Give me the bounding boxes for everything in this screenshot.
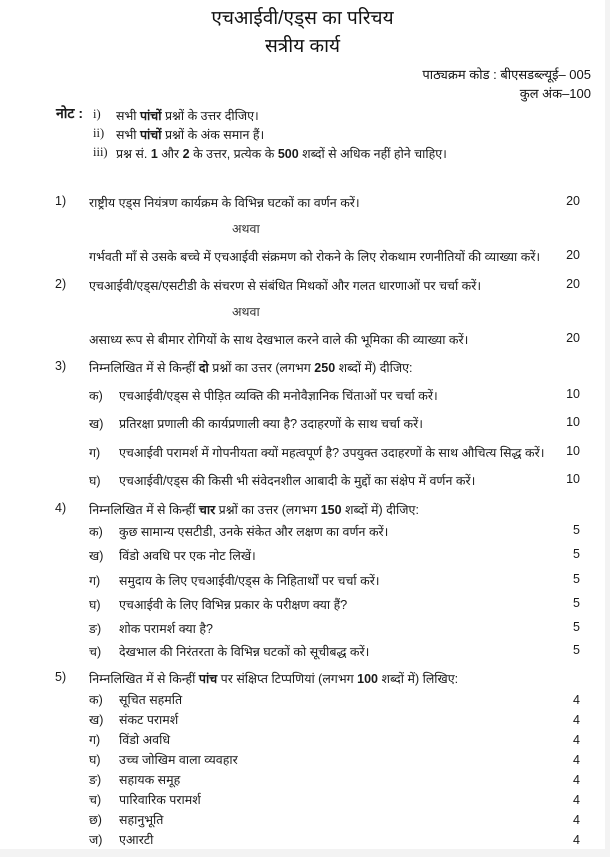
- sub-question-text: संकट परामर्श: [119, 713, 179, 727]
- sub-question-marks: 5: [573, 523, 580, 537]
- sub-question-text: विंडो अवधि पर एक नोट लिखें।: [119, 549, 256, 563]
- sub-question-text: शोक परामर्श क्या है?: [119, 622, 213, 636]
- sub-question-marks: 4: [573, 813, 580, 827]
- sub-question-label: घ): [89, 474, 101, 488]
- question-number: 2): [55, 277, 67, 291]
- question-text: निम्नलिखित में से किन्हीं दो प्रश्नों का उत्तर (लगभग 250 शब्दों में) दीजिए:: [89, 361, 413, 375]
- sub-question-label: क): [89, 389, 103, 403]
- sub-question-marks: 5: [573, 547, 580, 561]
- sub-question-marks: 4: [573, 693, 580, 707]
- question-number: 5): [55, 670, 67, 684]
- sub-question-label: ग): [89, 733, 101, 747]
- sub-question-text: समुदाय के लिए एचआईवी/एड्स के निहितार्थों पर चर्चा करें।: [119, 574, 380, 588]
- total-marks: कुल अंक–100: [519, 86, 591, 101]
- question-number: 4): [55, 501, 67, 515]
- sub-question-text: एचआईवी/एड्स की किसी भी संवेदनशील आबादी के मुद्दों का संक्षेप में वर्णन करें।: [119, 474, 476, 488]
- note-item: सभी पांचों प्रश्नों के उत्तर दीजिए।: [116, 109, 259, 123]
- sub-question-marks: 5: [573, 643, 580, 657]
- sub-question-text: पारिवारिक परामर्श: [119, 793, 201, 807]
- sub-question-marks: 5: [573, 572, 580, 586]
- note-item: प्रश्न सं. 1 और 2 के उत्तर, प्रत्येक के 500 शब्दों से अधिक नहीं होने चाहिए।: [116, 147, 447, 161]
- question-alt-text: गर्भवती माँ से उसके बच्चे में एचआईवी संक्रमण को रोकने के लिए रोकथाम रणनीतियों की व्याख्या करें।: [89, 250, 541, 264]
- sub-question-marks: 5: [573, 596, 580, 610]
- sub-question-marks: 5: [573, 620, 580, 634]
- question-marks: 20: [566, 331, 580, 345]
- sub-question-marks: 4: [573, 713, 580, 727]
- sub-question-label: ङ): [89, 773, 102, 787]
- sub-question-text: सहायक समूह: [119, 773, 181, 787]
- sub-question-label: ज): [89, 833, 103, 847]
- question-text: निम्नलिखित में से किन्हीं चार प्रश्नों का उत्तर (लगभग 150 शब्दों में) दीजिए:: [89, 503, 419, 517]
- question-marks: 20: [566, 248, 580, 262]
- note-number: ii): [93, 126, 105, 140]
- sub-question-label: च): [89, 645, 102, 659]
- sub-question-text: एचआईवी/एड्स से पीड़ित व्यक्ति की मनोवैज्ञानिक चिंताओं पर चर्चा करें।: [119, 389, 438, 403]
- sub-question-text: उच्च जोखिम वाला व्यवहार: [119, 753, 238, 767]
- sub-question-marks: 4: [573, 793, 580, 807]
- sub-question-text: एआरटी: [119, 833, 154, 847]
- sub-question-text: देखभाल की निरंतरता के विभिन्न घटकों को सूचीबद्ध करें।: [119, 645, 370, 659]
- or-separator: अथवा: [232, 305, 260, 319]
- sub-question-label: ग): [89, 574, 101, 588]
- sub-question-label: ख): [89, 417, 104, 431]
- note-number: i): [93, 107, 101, 121]
- question-text: राष्ट्रीय एड्स नियंत्रण कार्यक्रम के विभिन्न घटकों का वर्णन करें।: [89, 196, 360, 210]
- document-title: एचआईवी/एड्स का परिचय: [211, 8, 394, 29]
- sub-question-label: क): [89, 693, 103, 707]
- sub-question-text: एचआईवी परामर्श में गोपनीयता क्यों महत्वपूर्ण है? उपयुक्त उदाहरणों के साथ औचित्य सिद्ध करें।: [119, 446, 545, 460]
- sub-question-marks: 10: [566, 387, 580, 401]
- sub-question-label: ग): [89, 446, 101, 460]
- sub-question-label: ख): [89, 713, 104, 727]
- sub-question-label: घ): [89, 753, 101, 767]
- question-text: निम्नलिखित में से किन्हीं पांच पर संक्षिप्त टिप्पणियां (लगभग 100 शब्दों में) लिखिए:: [89, 672, 459, 686]
- sub-question-text: कुछ सामान्य एसटीडी, उनके संकेत और लक्षण का वर्णन करें।: [119, 525, 389, 539]
- sub-question-marks: 4: [573, 833, 580, 847]
- question-text: एचआईवी/एड्स/एसटीडी के संचरण से संबंधित मिथकों और गलत धारणाओं पर चर्चा करें।: [89, 279, 482, 293]
- note-number: iii): [93, 145, 108, 159]
- question-alt-text: असाध्य रूप से बीमार रोगियों के साथ देखभाल करने वाले की भूमिका की व्याख्या करें।: [89, 333, 469, 347]
- sub-question-label: च): [89, 793, 102, 807]
- sub-question-text: एचआईवी के लिए विभिन्न प्रकार के परीक्षण क्या हैं?: [119, 598, 348, 612]
- or-separator: अथवा: [232, 222, 260, 236]
- sub-question-marks: 4: [573, 733, 580, 747]
- sub-question-label: छ): [89, 813, 102, 827]
- question-marks: 20: [566, 194, 580, 208]
- sub-question-marks: 10: [566, 472, 580, 486]
- sub-question-text: सूचित सहमति: [119, 693, 183, 707]
- note-item: सभी पांचों प्रश्नों के अंक समान हैं।: [116, 128, 265, 142]
- sub-question-text: सहानुभूति: [119, 813, 164, 827]
- sub-question-label: ख): [89, 549, 104, 563]
- question-marks: 20: [566, 277, 580, 291]
- sub-question-label: ङ): [89, 622, 102, 636]
- sub-question-text: प्रतिरक्षा प्रणाली की कार्यप्रणाली क्या है? उदाहरणों के साथ चर्चा करें।: [119, 417, 423, 431]
- note-label: नोट :: [56, 105, 84, 121]
- sub-question-marks: 4: [573, 773, 580, 787]
- course-code: पाठ्यक्रम कोड : बीएसडब्ल्यूई– 005: [422, 67, 591, 82]
- sub-question-label: घ): [89, 598, 101, 612]
- sub-question-marks: 4: [573, 753, 580, 767]
- question-number: 1): [55, 194, 67, 208]
- sub-question-label: क): [89, 525, 103, 539]
- document-subtitle: सत्रीय कार्य: [264, 36, 341, 57]
- sub-question-text: विंडो अवधि: [119, 733, 171, 747]
- question-number: 3): [55, 359, 67, 373]
- sub-question-marks: 10: [566, 444, 580, 458]
- sub-question-marks: 10: [566, 415, 580, 429]
